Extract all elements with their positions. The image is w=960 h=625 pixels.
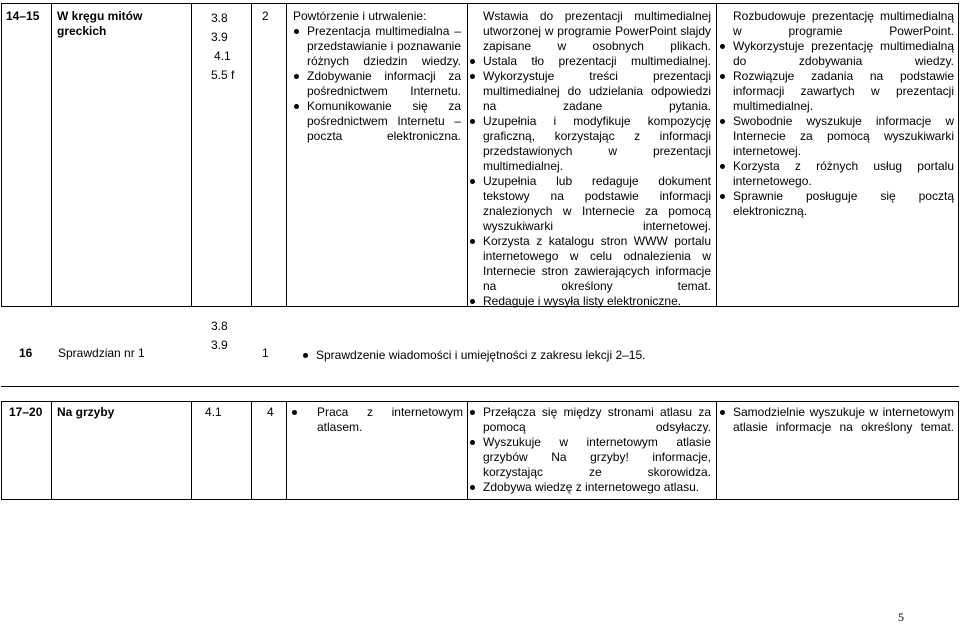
requirement-text: Rozbudowuje prezentację multimedialną w programie PowerPoint. (733, 9, 954, 38)
column-divider (51, 3, 52, 306)
hours-cell: 1 (262, 346, 269, 360)
content-item: Zdobywanie informacji za pośrednictwem Internetu. (293, 69, 461, 99)
standards-cell: 4.1 (205, 405, 222, 419)
column-divider (467, 3, 468, 306)
standard-code: 5.5 f (211, 68, 235, 82)
row-divider (1, 401, 959, 402)
standard-code: 3.9 (211, 30, 228, 44)
topic-cell: Sprawdzian nr 1 (58, 346, 145, 360)
requirement-item: Wykorzystuje treści prezentacji multimedialnej do udzielania odpowiedzi na zadane pytania. (469, 69, 711, 114)
requirement-item: Zdobywa wiedzę z internetowego atlasu. (469, 480, 711, 495)
requirement-item: Korzysta z katalogu stron WWW portalu internetowego w celu odnalezienia w Internecie stron zawierających informacje na określony temat. (469, 234, 711, 294)
content-cell (293, 9, 461, 144)
table-border-top (1, 3, 959, 4)
column-divider (716, 3, 717, 306)
requirement-item: Uzupełnia i modyfikuje kompozycję graficzną, korzystając z informacji przedstawionych w prezentacji multimedialnej. (469, 114, 711, 174)
standards-cell (211, 9, 247, 85)
requirement-item: Uzupełnia lub redaguje dokument tekstowy na podstawie informacji znalezionych w Internecie za pomocą wyszukiwarki internetowej. (469, 174, 711, 234)
column-divider (958, 3, 959, 306)
requirement-item: Redaguje i wysyła listy elektroniczne. (469, 294, 711, 309)
content-cell (291, 405, 463, 435)
lessons-cell: 16 (19, 346, 33, 360)
standard-code: 3.9 (211, 338, 228, 352)
table-border-bottom (1, 499, 959, 500)
column-divider (191, 401, 192, 499)
lessons-cell: 14–15 (6, 9, 40, 23)
standards-cell (211, 317, 228, 355)
column-divider (51, 401, 52, 499)
requirement-item: Wykorzystuje prezentację multimedialną do zdobywania wiedzy. (719, 39, 954, 69)
column-divider (251, 401, 252, 499)
column-divider (1, 3, 2, 306)
basic-requirements-cell (469, 405, 711, 495)
column-divider (1, 401, 2, 499)
extended-requirements-cell (719, 405, 954, 435)
requirement-item: Rozwiązuje zadania na podstawie informacji zawartych w prezentacji multimedialnej. (719, 69, 954, 114)
content-item: Sprawdzenie wiadomości i umiejętności z zakresu lekcji 2–15. (302, 348, 722, 363)
column-divider (716, 401, 717, 499)
basic-requirements-cell (469, 9, 711, 309)
requirement-item: Ustala tło prezentacji multimedialnej. (469, 54, 711, 69)
page-number: 5 (898, 610, 904, 624)
hours-cell: 2 (262, 9, 269, 23)
content-cell (302, 348, 722, 363)
requirement-text: Wstawia do prezentacji multimedialnej utworzonej w programie PowerPoint slajdy zapisane w osobnych plikach. (483, 9, 711, 53)
requirement-item: Samodzielnie wyszukuje w internetowym atlasie informacje na określony temat. (719, 405, 954, 435)
column-divider (286, 3, 287, 306)
requirement-item: Wyszukuje w internetowym atlasie grzybów Na grzyby! informacje, korzystając ze skorowidza. (469, 435, 711, 480)
standard-code: 3.8 (211, 11, 228, 25)
lessons-cell: 17–20 (9, 405, 43, 419)
topic-cell: W kręgu mitów greckich (57, 9, 143, 38)
requirement-item: Korzysta z różnych usług portalu internetowego. (719, 159, 954, 189)
requirement-item: Sprawnie posługuje się pocztą elektroniczną. (719, 189, 954, 219)
row-divider (1, 386, 959, 387)
column-divider (286, 401, 287, 499)
extended-requirements-cell (719, 9, 954, 219)
content-item: Prezentacja multimedialna – przedstawianie i poznawanie różnych dziedzin wiedzy. (293, 24, 461, 69)
column-divider (467, 401, 468, 499)
content-heading: Powtórzenie i utrwalenie: (293, 9, 427, 23)
column-divider (251, 3, 252, 306)
requirement-item: Przełącza się między stronami atlasu za pomocą odsyłaczy. (469, 405, 711, 435)
topic-cell: Na grzyby (57, 405, 115, 419)
column-divider (191, 3, 192, 306)
requirement-item: Swobodnie wyszukuje informacje w Internecie za pomocą wyszukiwarki internetowej. (719, 114, 954, 159)
content-item: Praca z internetowym atlasem. (291, 405, 463, 435)
content-item: Komunikowanie się za pośrednictwem Internetu – poczta elektroniczna. (293, 99, 461, 144)
column-divider (958, 401, 959, 499)
standard-code: 3.8 (211, 319, 228, 333)
standard-code: 4.1 (214, 49, 231, 63)
hours-cell: 4 (267, 405, 274, 419)
